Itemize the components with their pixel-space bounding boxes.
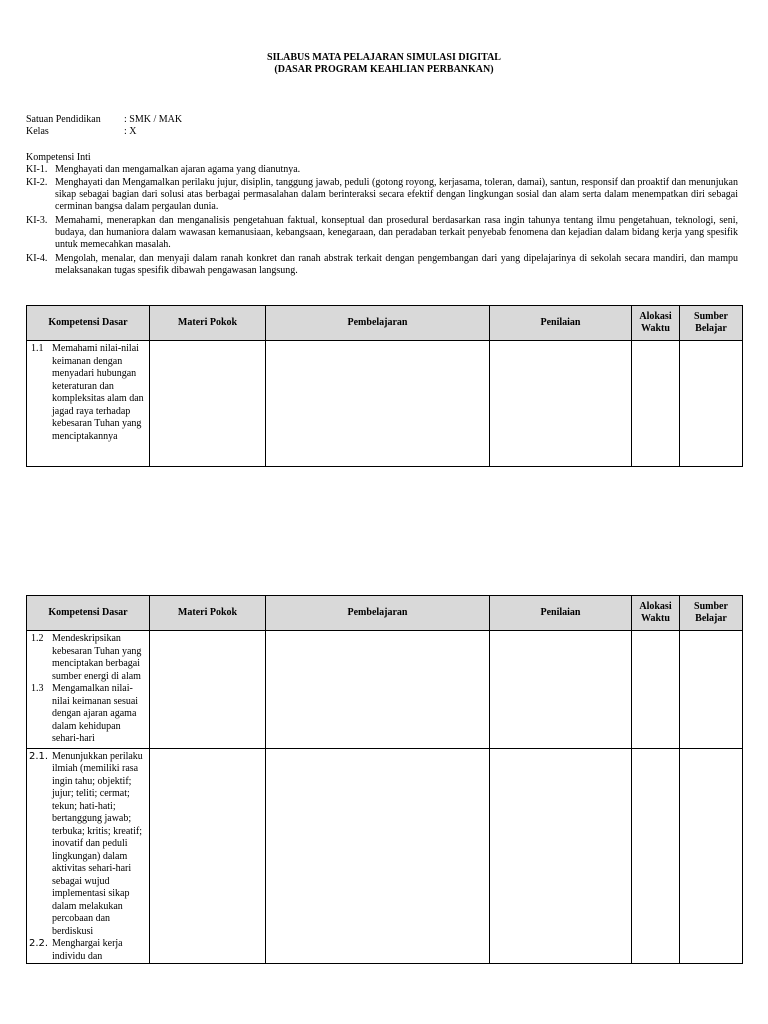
kd-cell xyxy=(27,631,150,749)
header-alokasi-waktu: Alokasi Waktu xyxy=(632,596,680,631)
ki-item xyxy=(26,253,738,277)
kd-item xyxy=(30,633,146,683)
alokasi-cell xyxy=(632,748,680,964)
ki-text: Mengolah, menalar, dan menyaji dalam ranah konkret dan ranah abstrak terkait dengan pengembangan dari yang dipelajarinya di sekolah secara mandiri, dan mampu melaksanakan tugas spesifik dibawah pengawasan langsung. xyxy=(55,253,738,276)
ki-code: KI-3. xyxy=(26,215,48,226)
materi-cell xyxy=(150,748,266,964)
kd-text: Menunjukkan perilaku ilmiah (memiliki rasa ingin tahu; objektif; jujur; teliti; cermat; tekun; hati-hati; bertanggung jawab; terbuka; kritis; kreatif; inovatif dan peduli lingkungan) dalam aktivitas sehari-hari sebagai wujud implementasi sikap dalam melakukan percobaan dan berdiskusi xyxy=(52,750,143,937)
pembelajaran-cell xyxy=(266,748,490,964)
kompetensi-inti-heading: Kompetensi Inti xyxy=(26,152,91,163)
penilaian-cell xyxy=(490,341,632,467)
kd-item xyxy=(30,938,146,963)
pembelajaran-cell xyxy=(266,341,490,467)
title-line-2: (DASAR PROGRAM KEAHLIAN PERBANKAN) xyxy=(274,64,494,75)
kd-text: Memahami nilai-nilai keimanan dengan menyadari hubungan keteraturan dan kompleksitas alam dan jagad raya terhadap kebesaran Tuhan yang menciptakannya xyxy=(52,343,144,442)
kd-number: 1.3 xyxy=(31,683,44,694)
ki-item xyxy=(26,215,738,251)
kd-item xyxy=(30,683,146,746)
ki-item xyxy=(26,177,738,213)
kelas-value: : X xyxy=(124,126,137,137)
header-penilaian: Penilaian xyxy=(490,596,632,631)
kd-text: Menghargai kerja individu dan xyxy=(52,938,123,962)
table-header-row xyxy=(27,306,743,341)
header-materi-pokok: Materi Pokok xyxy=(150,306,266,341)
header-sumber-belajar: Sumber Belajar xyxy=(680,306,743,341)
kd-number: 1.1 xyxy=(31,343,44,354)
header-pembelajaran: Pembelajaran xyxy=(266,306,490,341)
kd-number: 1.2 xyxy=(31,633,44,644)
kd-number: 2.1. xyxy=(29,750,49,762)
satuan-value: : SMK / MAK xyxy=(124,114,183,125)
silabus-table-1 xyxy=(26,305,743,467)
silabus-table-2 xyxy=(26,595,743,964)
table-row xyxy=(27,631,743,749)
ki-code: KI-1. xyxy=(26,164,48,175)
ki-text: Menghayati dan Mengamalkan perilaku jujur, disiplin, tanggung jawab, peduli (gotong royong, kerjasama, toleran, damai), santun, responsif dan proaktif dan menunjukan sikap sebagai bagian dari solusi atas berbagai permasalahan dalam berinteraksi secara efektif dengan lingkungan sosial dan alam serta dalam menempatkan diri sebagai cerminan bangsa dalam pergaulan dunia. xyxy=(55,177,738,212)
satuan-label: Satuan Pendidikan xyxy=(26,114,101,125)
kelas-row xyxy=(26,126,137,138)
header-kompetensi-dasar: Kompetensi Dasar xyxy=(27,596,150,631)
header-alokasi-waktu: Alokasi Waktu xyxy=(632,306,680,341)
table-row xyxy=(27,341,743,467)
alokasi-cell xyxy=(632,631,680,749)
penilaian-cell xyxy=(490,631,632,749)
kd-number: 2.2. xyxy=(29,938,49,949)
kd-cell xyxy=(27,341,150,467)
materi-cell xyxy=(150,631,266,749)
ki-code: KI-4. xyxy=(26,253,48,264)
kelas-label: Kelas xyxy=(26,126,49,137)
header-sumber-belajar: Sumber Belajar xyxy=(680,596,743,631)
sumber-cell xyxy=(680,748,743,964)
ki-item xyxy=(26,164,738,176)
satuan-pendidikan-row xyxy=(26,114,182,126)
header-materi-pokok: Materi Pokok xyxy=(150,596,266,631)
materi-cell xyxy=(150,341,266,467)
alokasi-cell xyxy=(632,341,680,467)
ki-text: Menghayati dan mengamalkan ajaran agama yang dianutnya. xyxy=(55,164,301,175)
kd-cell xyxy=(27,748,150,964)
kd-item xyxy=(30,343,146,443)
sumber-cell xyxy=(680,341,743,467)
penilaian-cell xyxy=(490,748,632,964)
kd-text: Mendeskripsikan kebesaran Tuhan yang menciptakan berbagai sumber energi di alam xyxy=(52,633,142,682)
pembelajaran-cell xyxy=(266,631,490,749)
table-header-row xyxy=(27,596,743,631)
header-penilaian: Penilaian xyxy=(490,306,632,341)
header-pembelajaran: Pembelajaran xyxy=(266,596,490,631)
table-row xyxy=(27,748,743,964)
header-kompetensi-dasar: Kompetensi Dasar xyxy=(27,306,150,341)
sumber-cell xyxy=(680,631,743,749)
kd-item xyxy=(30,751,146,939)
title-line-1: SILABUS MATA PELAJARAN SIMULASI DIGITAL xyxy=(267,52,501,63)
ki-text: Memahami, menerapkan dan menganalisis pengetahuan faktual, konseptual dan prosedural berdasarkan rasa ingin tahunya tentang ilmu pengetahuan, teknologi, seni, budaya, dan humaniora dalam wawasan kemanusiaan, kebangsaan, kenegaraan, dan peradaban terkait penyebab fenomena dan kejadian dalam bidang kerja yang spesifik untuk memecahkan masalah. xyxy=(55,215,738,250)
ki-code: KI-2. xyxy=(26,177,48,188)
kd-text: Mengamalkan nilai-nilai keimanan sesuai dengan ajaran agama dalam kehidupan sehari-hari xyxy=(52,683,139,744)
